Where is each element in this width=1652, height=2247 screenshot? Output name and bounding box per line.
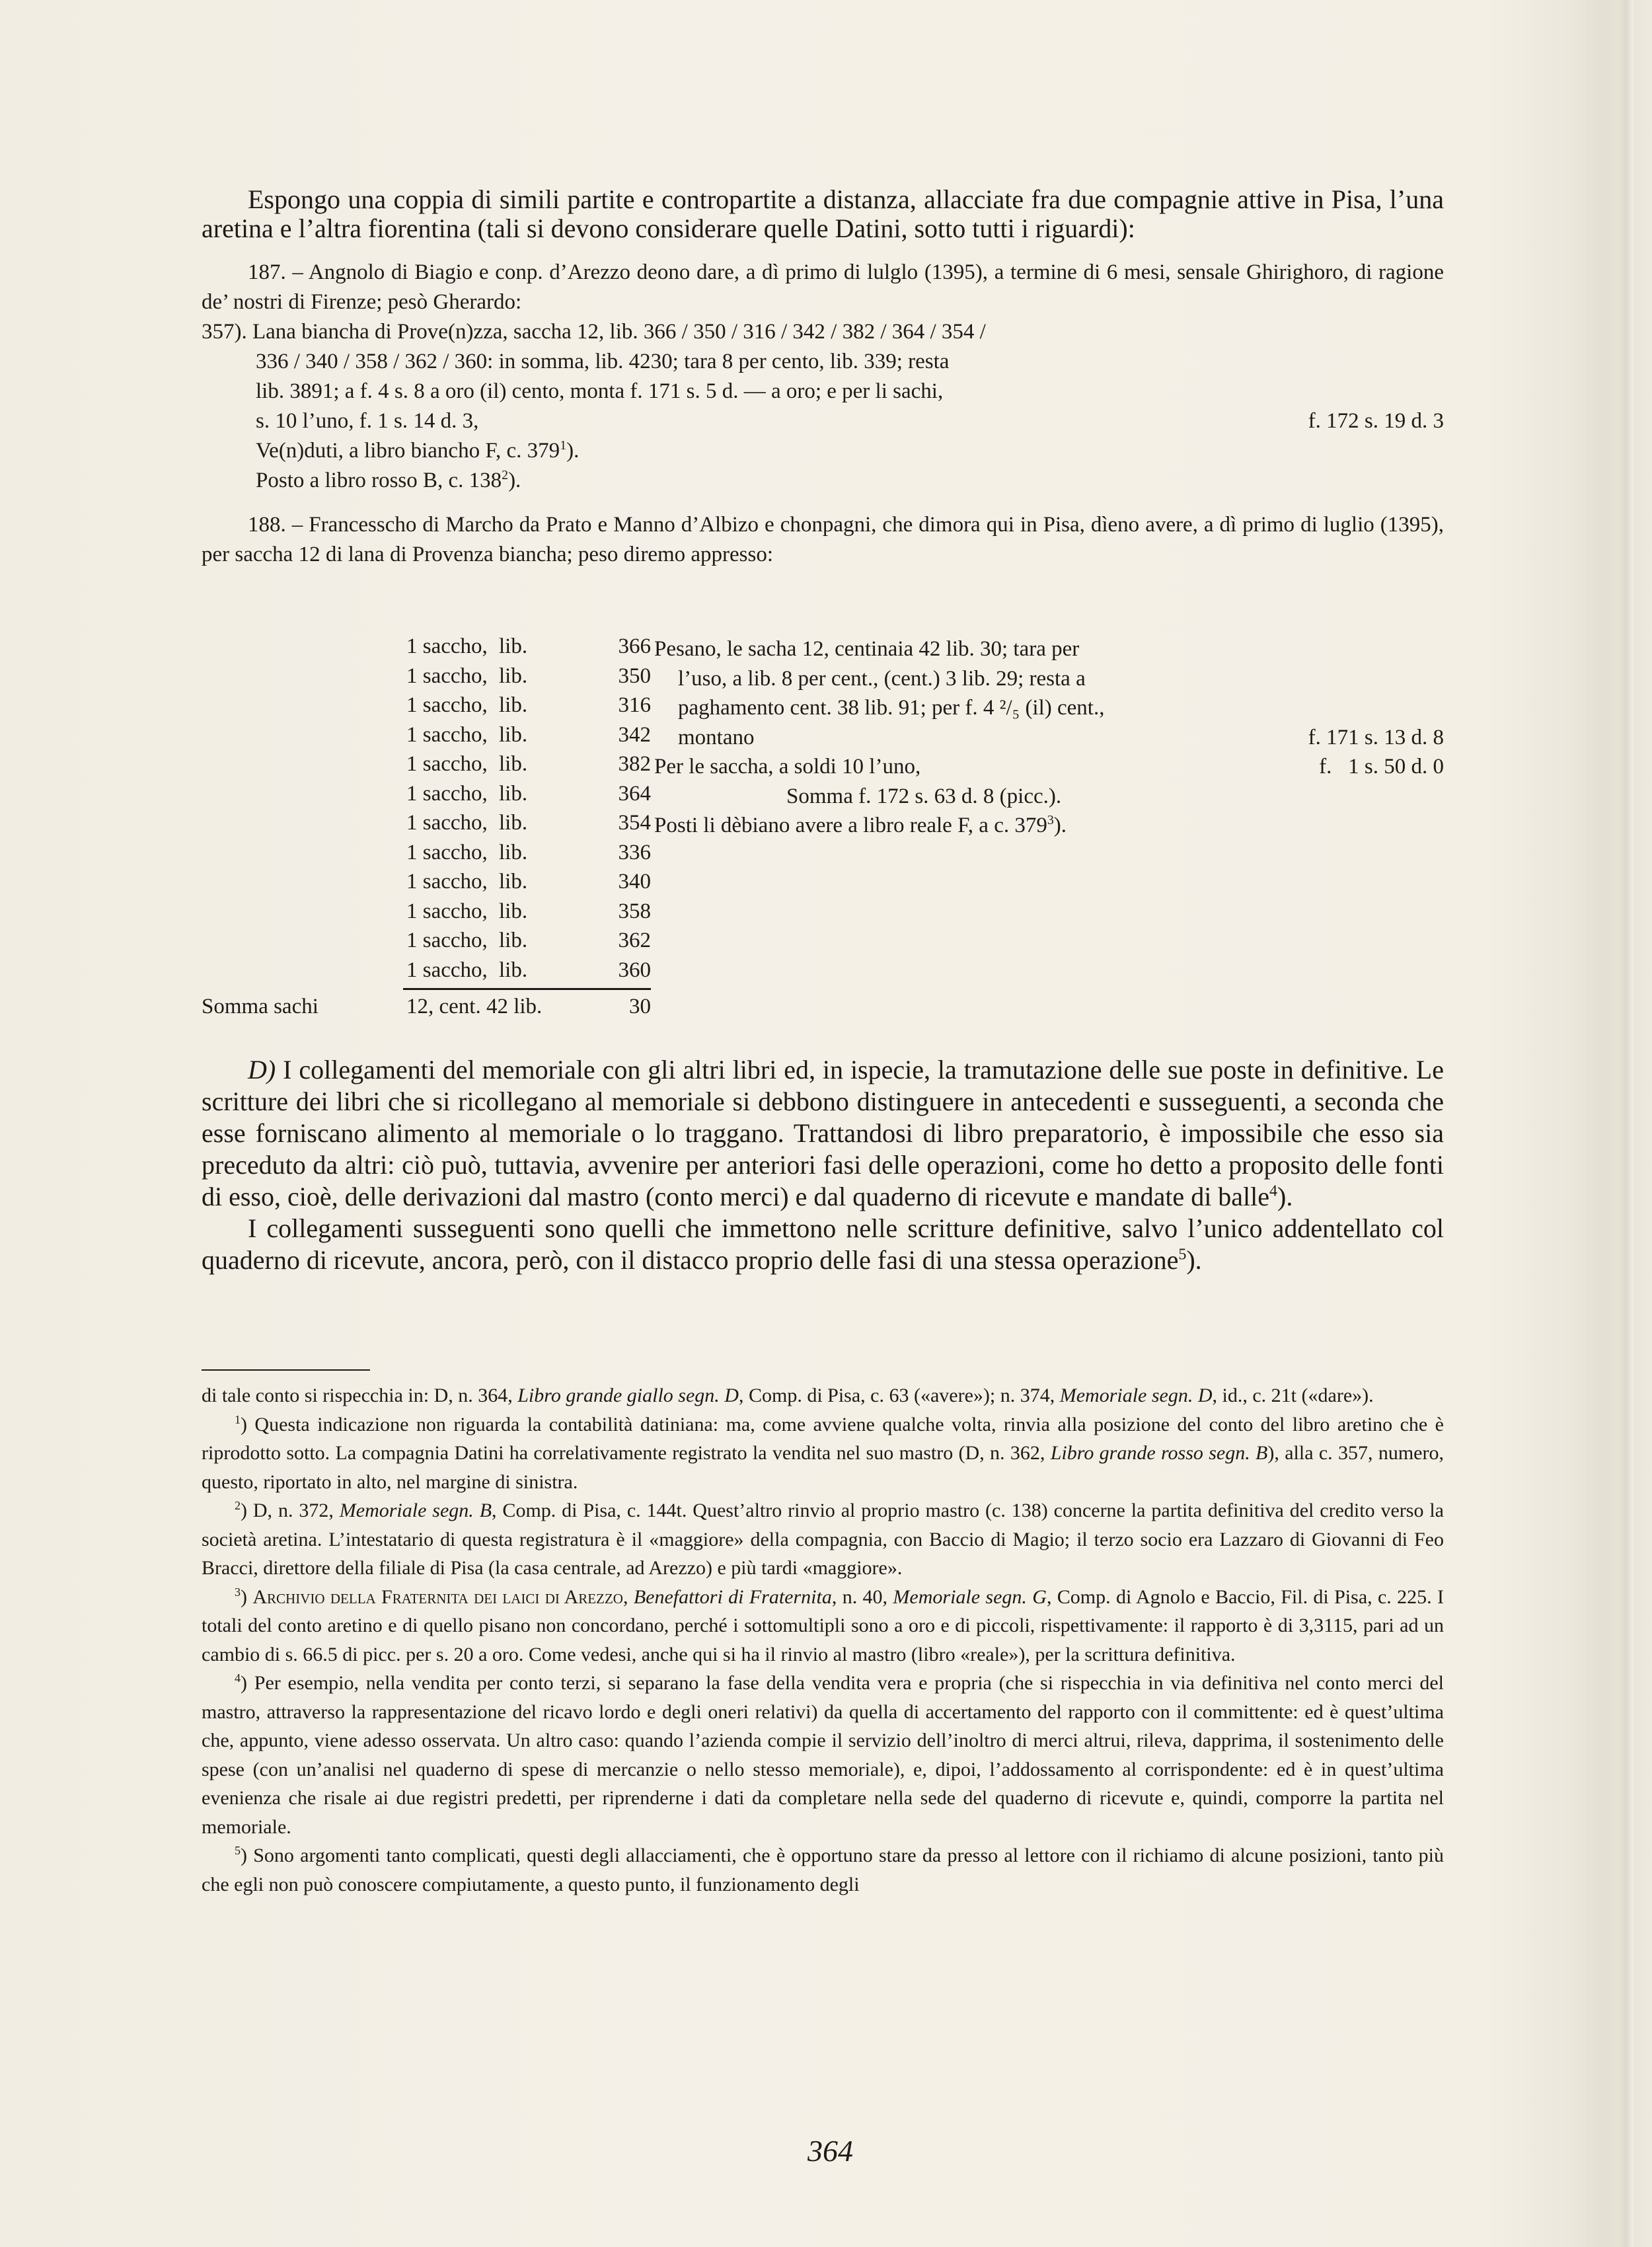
- computation-line-5-text: Per le saccha, a soldi 10 l’uno,: [654, 755, 921, 779]
- section-d-paragraph-1: [202, 1054, 1444, 1213]
- sum-rule: [403, 988, 651, 990]
- computation-posted-ref: Posti li dèbiano avere a libro reale F, a c. 379: [654, 814, 1047, 837]
- intro-paragraph: Espongo una coppia di simili partite e contropartite a distanza, allacciate fra due compagnie attive in Pisa, l’una aretina e l’altra fiorentina (tali si devono considerare quelle Datini, sotto tutti i riguardi):: [202, 184, 1444, 243]
- footnote-ref-4[interactable]: 4: [1269, 1182, 1278, 1200]
- sack-weight: 362: [618, 929, 651, 952]
- computation-line-3-text: paghamento cent. 38 lib. 91; per f. 4 ²/₅ (il) cent.,: [678, 696, 1105, 720]
- sack-unit: lib.: [499, 752, 528, 776]
- entry-187-line-5: [202, 436, 1444, 466]
- sack-row: [202, 841, 651, 870]
- sack-unit: lib.: [499, 811, 528, 835]
- entry-187-total-amount: f. 172 s. 19 d. 3: [1308, 409, 1444, 433]
- sack-row: [202, 929, 651, 958]
- sack-weight: 340: [618, 870, 651, 894]
- entry-187-line-2: [202, 347, 1444, 377]
- sack-row: [202, 664, 651, 694]
- entry-188-header: 188. – Francesscho di Marcho da Prato e Manno d’Albizo e chonpagni, che dimora qui in Pisa, dìeno avere, a dì primo di luglio (1395), per saccha 12 di lana di Provenza biancha; peso diremo appresso:: [202, 513, 1444, 566]
- fn-cont-title-1: Libro grande giallo segn. D: [517, 1385, 739, 1406]
- sack-row: [202, 634, 651, 664]
- computation-line-6: [654, 782, 1444, 812]
- footnote-3-number: 3: [235, 1585, 241, 1599]
- entry-187-line-4-text: s. 10 l’uno, f. 1 s. 14 d. 3,: [256, 409, 479, 433]
- sack-unit: lib.: [499, 722, 528, 747]
- sack-qty: 1 saccho,: [406, 752, 488, 776]
- entry-187-posted-ref: Posto a libro rosso B, c. 138: [256, 469, 502, 492]
- footnote-5-number: 5: [235, 1844, 241, 1857]
- entry-187-line-5-end: ).: [566, 439, 580, 463]
- footnote-5-text: ) Sono argomenti tanto complicati, questi degli allacciamenti, che è opportuno stare da presso al lettore con il richiamo di alcune posizioni, tanto più che egli non può conoscere compiutamente, a questo punto, il funzionamento degli: [202, 1845, 1444, 1895]
- fn-cont-title-2: Memoriale segn. D: [1059, 1385, 1213, 1406]
- sack-weight: 350: [618, 664, 651, 688]
- sack-unit: lib.: [499, 781, 528, 806]
- computation-line-4: [654, 723, 1444, 753]
- computation-line-3: [654, 693, 1444, 723]
- footnote-2-title: Memoriale segn. B: [339, 1500, 492, 1521]
- footnote-3-title-2: Memoriale segn. G: [893, 1585, 1047, 1608]
- sack-unit: lib.: [499, 870, 528, 894]
- sack-qty: 1 saccho,: [406, 958, 488, 982]
- entry-187-line-3-text: lib. 3891; a f. 4 s. 8 a oro (il) cento, monta f. 171 s. 5 d. — a oro; e per li sachi,: [256, 379, 944, 403]
- sack-unit: lib.: [499, 634, 528, 658]
- sack-weight: 354: [618, 811, 651, 835]
- section-d-paragraph-2: [202, 1213, 1444, 1276]
- sum-label: Somma sachi: [202, 995, 319, 1018]
- sum-value: 12, cent. 42 lib.: [406, 995, 543, 1018]
- footnote-1-number: 1: [235, 1412, 241, 1426]
- sack-weight: 316: [618, 693, 651, 717]
- computation-line-5: [654, 752, 1444, 782]
- sack-qty: 1 saccho,: [406, 870, 488, 894]
- footnote-2-number: 2: [235, 1499, 241, 1512]
- computation-amount-1: f. 171 s. 13 d. 8: [1308, 725, 1444, 749]
- page-number: 364: [807, 2134, 853, 2168]
- entry-187-header: 187. – Angnolo di Biagio e conp. d’Arezzo deono dare, a dì primo di lulglo (1395), a termine di 6 mesi, sensale Ghirighoro, di ragione de’ nostri di Firenze; pesò Gherardo:: [202, 260, 1444, 314]
- entry-187-line-3: [202, 377, 1444, 406]
- computation-line-2-text: l’uso, a lib. 8 per cent., (cent.) 3 lib. 29; resta a: [678, 666, 1086, 691]
- footnote-3: $^3$) Archivio della Fraternita dei laici di Arezzo, Benefattori di Fraternita, n. 40, Memoriale segn. G, Comp. di Agnolo e Baccio, Fil. di Pisa, c. 225. I totali del conto aretino e di quello pisano non concordano, perché i sottomultipli sono a oro e di piccoli, rispettivamente: il rapporto è di 3,3115, pari ad un cambio di s. 66.5 di picc. per s. 20 a oro. Come vedesi, anche qui si ha il rinvio al mastro (libro «reale»), per la scrittura definitiva.: [202, 1585, 1445, 1665]
- computation-line-7-end: ).: [1053, 814, 1067, 837]
- computation-amount-2: f. 1 s. 50 d. 0: [1319, 755, 1444, 779]
- footnote-4-number: 4: [235, 1671, 241, 1685]
- footnote-2: [202, 1496, 1444, 1583]
- computation-sum: Somma f. 172 s. 63 d. 8 (picc.).: [786, 784, 1062, 808]
- computation-line-4-text: montano: [678, 725, 755, 749]
- computation-line-1: [654, 634, 1444, 664]
- sack-qty: 1 saccho,: [406, 693, 488, 717]
- footnote-3-archive: Archivio della Fraternita dei laici di Arezzo: [252, 1585, 623, 1608]
- entry-187: [202, 258, 1444, 496]
- sack-qty: 1 saccho,: [406, 664, 488, 688]
- sack-row: [202, 811, 651, 841]
- footnote-continuation: [202, 1381, 1444, 1410]
- entry-187-line-1: [202, 317, 1444, 347]
- footnote-2-text-a: ) D, n. 372,: [241, 1500, 340, 1521]
- sack-weight: 358: [618, 899, 651, 923]
- sack-qty: 1 saccho,: [406, 781, 488, 806]
- sum-end-value: 30: [629, 995, 651, 1018]
- sack-unit: lib.: [499, 899, 528, 923]
- footnote-1-text-a: ) Questa indicazione non riguarda la contabilità datiniana: ma, come avviene qualche volta, rinvia alla posizione del conto del libro aretino che è riprodotto sotto. La compagnia Datini ha correlativamente registrato la vendita nel suo mastro (D, n. 362,: [202, 1413, 1444, 1464]
- entry-187-line-6: [202, 466, 1444, 496]
- section-d-label: D): [248, 1055, 276, 1085]
- footnote-3-text-a: ,: [622, 1585, 634, 1608]
- sack-weight: 342: [618, 722, 651, 747]
- section-d-p1-end: ).: [1277, 1182, 1293, 1211]
- sack-weight: 360: [618, 958, 651, 982]
- footnote-4-text: ) Per esempio, nella vendita per conto terzi, si separano la fase della vendita vera e propria (che si rispecchia in via definitiva nel conto merci del mastro, attraverso la rappresentazione del ricavo lordo e degli oneri relativi) da quella di accertamento del rapporto con il committente: ed è quest’ultima che, appunto, viene adesso osservata. Un altro caso: quando l’azienda compie il servizio dell’inoltro di merci altrui, rileva, dapprima, il sostenimento delle spese (con un’analisi nel quaderno di spese di mercanzie o nello stesso memoriale), e, dipoi, l’addossamento al corrispondente: ed è in quest’ultima evenienza che risale ai due registri predetti, per riprenderne i dati da completare nella sede del quaderno di ricevute e, quindi, comporre la partita nel memoriale.: [202, 1672, 1444, 1838]
- footnote-ref-5[interactable]: 5: [1178, 1246, 1187, 1264]
- computation-line-1-text: Pesano, le sacha 12, centinaia 42 lib. 30; tara per: [654, 637, 1080, 661]
- entry-187-line-4: [202, 406, 1444, 436]
- computation-line-2: [654, 664, 1444, 694]
- footnote-separator: [202, 1369, 370, 1371]
- sack-row: [202, 752, 651, 782]
- fn-cont-a: di tale conto si rispecchia in: D, n. 364,: [202, 1385, 518, 1406]
- section-d-p2-end: ).: [1186, 1245, 1202, 1275]
- entry-187-line-6-end: ).: [508, 469, 521, 492]
- sack-qty: 1 saccho,: [406, 811, 488, 835]
- sack-weight: 336: [618, 840, 651, 864]
- entry-187-line-1-text: 357). Lana biancha di Prove(n)zza, saccha 12, lib. 366 / 350 / 316 / 342 / 382 / 364 / 354 /: [202, 320, 986, 344]
- section-d-p2-text: I collegamenti susseguenti sono quelli che immettono nelle scritture definitive, salvo l’unico addentellato col quaderno di ricevute, ancora, però, con il distacco proprio delle fasi di una stessa operazione: [202, 1213, 1444, 1275]
- footnote-ref-1[interactable]: 1: [560, 438, 567, 453]
- sack-weight: 366: [618, 634, 651, 658]
- sack-unit: lib.: [499, 664, 528, 688]
- sack-row: [202, 870, 651, 899]
- footnote-1: [202, 1410, 1444, 1497]
- fn-cont-b: , Comp. di Pisa, c. 63 («avere»); n. 374,: [738, 1385, 1060, 1406]
- footnote-3-title-1: Benefattori di Fraternita: [633, 1585, 832, 1608]
- entry-187-line-2-text: 336 / 340 / 358 / 362 / 360: in somma, lib. 4230; tara 8 per cento, lib. 339; resta: [256, 350, 950, 373]
- section-d: [202, 1054, 1444, 1276]
- sack-row: [202, 782, 651, 812]
- sack-qty: 1 saccho,: [406, 722, 488, 747]
- entry-188-computation: [654, 634, 1444, 841]
- footnote-3-text-c: , Comp. di Agnolo e Baccio, Fil. di Pisa, c. 225. I totali del conto aretino e di quello pisano non concordano, perché i sottomultipli sono a oro e di piccoli, rispettivamente: il rapporto è di 3,3115, pari ad un cambio di s. 66.5 di picc. per s. 20 a oro. Come vedesi, anche qui si ha il rinvio al mastro (libro «reale»), per la scrittura definitiva.: [202, 1585, 1445, 1665]
- sack-row: [202, 723, 651, 753]
- sack-row: [202, 958, 651, 988]
- footnotes: [202, 1381, 1444, 1899]
- footnote-1-title: Libro grande rosso segn. B: [1050, 1442, 1268, 1464]
- sack-qty: 1 saccho,: [406, 840, 488, 864]
- entry-187-sold-ref: Ve(n)duti, a libro biancho F, c. 379: [256, 439, 560, 463]
- footnote-ref-2[interactable]: 2: [502, 468, 509, 482]
- sack-weight: 382: [618, 752, 651, 776]
- footnote-3-text-b: , n. 40,: [831, 1585, 893, 1608]
- footnote-4: [202, 1669, 1444, 1841]
- fn-cont-c: , id., c. 21t («dare»).: [1212, 1385, 1374, 1406]
- sack-qty: 1 saccho,: [406, 929, 488, 952]
- section-d-p1-text: I collegamenti del memoriale con gli altri libri ed, in ispecie, la tramutazione delle sue poste in definitive. Le scritture dei libri che si ricollegano al memoriale si debbono distinguere in antecedenti e susseguenti, a seconda che esse forniscano alimento al memoriale o lo traggano. Trattandosi di libro preparatorio, è impossibile che esso sia preceduto da altri: ciò può, tuttavia, avvenire per anteriori fasi delle operazioni, come ho detto a proposito delle fonti di esso, cioè, delle derivazioni dal mastro (conto merci) e dal quaderno di ricevute e mandate di balle: [202, 1055, 1444, 1211]
- sack-weight: 364: [618, 781, 651, 806]
- footnote-2-text-b: , Comp. di Pisa, c. 144t. Quest’altro rinvio al proprio mastro (c. 138) concerne la partita definitiva del credito verso la società aretina. L’intestatario di questa registratura è il «maggiore» della compagnia, con Baccio di Magio; il terzo socio era Lazzaro di Giovanni di Feo Bracci, direttore della filiale di Pisa (la casa centrale, ad Arezzo) e più tardi «maggiore».: [202, 1500, 1445, 1579]
- sack-unit: lib.: [499, 958, 528, 982]
- sack-qty: 1 saccho,: [406, 634, 488, 658]
- footnote-1-text-b: ), alla c. 357, numero, questo, riportato in alto, nel margine di sinistra.: [202, 1442, 1444, 1493]
- sack-row: [202, 693, 651, 723]
- computation-line-7: [654, 811, 1444, 841]
- sack-unit: lib.: [499, 929, 528, 952]
- sack-unit: lib.: [499, 840, 528, 864]
- sack-sum-row: [202, 995, 651, 1024]
- page-fold-shadow: [1619, 0, 1633, 2247]
- footnote-ref-3[interactable]: 3: [1047, 813, 1054, 827]
- sack-row: [202, 899, 651, 929]
- sack-unit: lib.: [499, 693, 528, 717]
- footnote-5: [202, 1841, 1444, 1899]
- entry-188: [202, 510, 1444, 570]
- main-text: [202, 185, 1444, 570]
- sack-qty: 1 saccho,: [406, 899, 488, 923]
- sack-list: [202, 634, 651, 987]
